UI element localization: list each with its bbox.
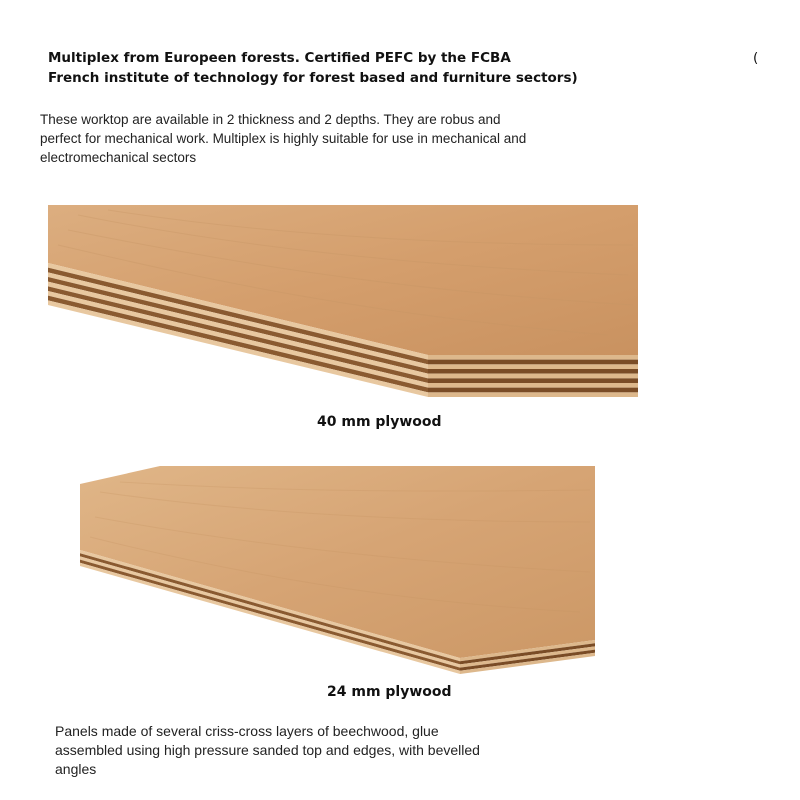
plywood-40mm-photo bbox=[48, 205, 638, 405]
plywood-40mm-layer-right-7 bbox=[428, 383, 638, 388]
intro-line-3: electromechanical sectors bbox=[40, 150, 197, 165]
plywood-40mm-layer-right-9 bbox=[428, 392, 638, 397]
caption-40mm: 40 mm plywood bbox=[317, 414, 442, 430]
heading-line-1: Multiplex from Europeen forests. Certified PEFC by the FCBA bbox=[48, 50, 511, 66]
intro-line-1: These worktop are available in 2 thickness and 2 depths. They are robus and bbox=[40, 112, 501, 127]
plywood-40mm-layer-right-8 bbox=[428, 388, 638, 393]
plywood-24mm-photo bbox=[80, 462, 605, 677]
plywood-40mm-layer-right-2 bbox=[428, 360, 638, 365]
heading bbox=[48, 48, 788, 88]
plywood-40mm-layer-right-1 bbox=[428, 355, 638, 360]
plywood-40mm-layer-right-4 bbox=[428, 369, 638, 374]
plywood-40mm-top-surface bbox=[48, 205, 638, 355]
intro-paragraph bbox=[40, 110, 780, 167]
plywood-40mm-layer-right-6 bbox=[428, 378, 638, 383]
caption-24mm: 24 mm plywood bbox=[327, 684, 452, 700]
closing-line-3: angles bbox=[55, 761, 97, 777]
intro-line-2: perfect for mechanical work. Multiplex is highly suitable for use in mechanical and bbox=[40, 131, 527, 146]
closing-line-1: Panels made of several criss-cross layers of beechwood, glue bbox=[55, 723, 439, 739]
heading-line-2: French institute of technology for forest based and furniture sectors) bbox=[48, 70, 578, 86]
heading-paren-open: ( bbox=[753, 50, 759, 66]
closing-paragraph bbox=[55, 722, 775, 779]
closing-line-2: assembled using high pressure sanded top and edges, with bevelled bbox=[55, 742, 480, 758]
plywood-40mm-layer-right-5 bbox=[428, 374, 638, 379]
plywood-40mm-layer-right-3 bbox=[428, 364, 638, 369]
